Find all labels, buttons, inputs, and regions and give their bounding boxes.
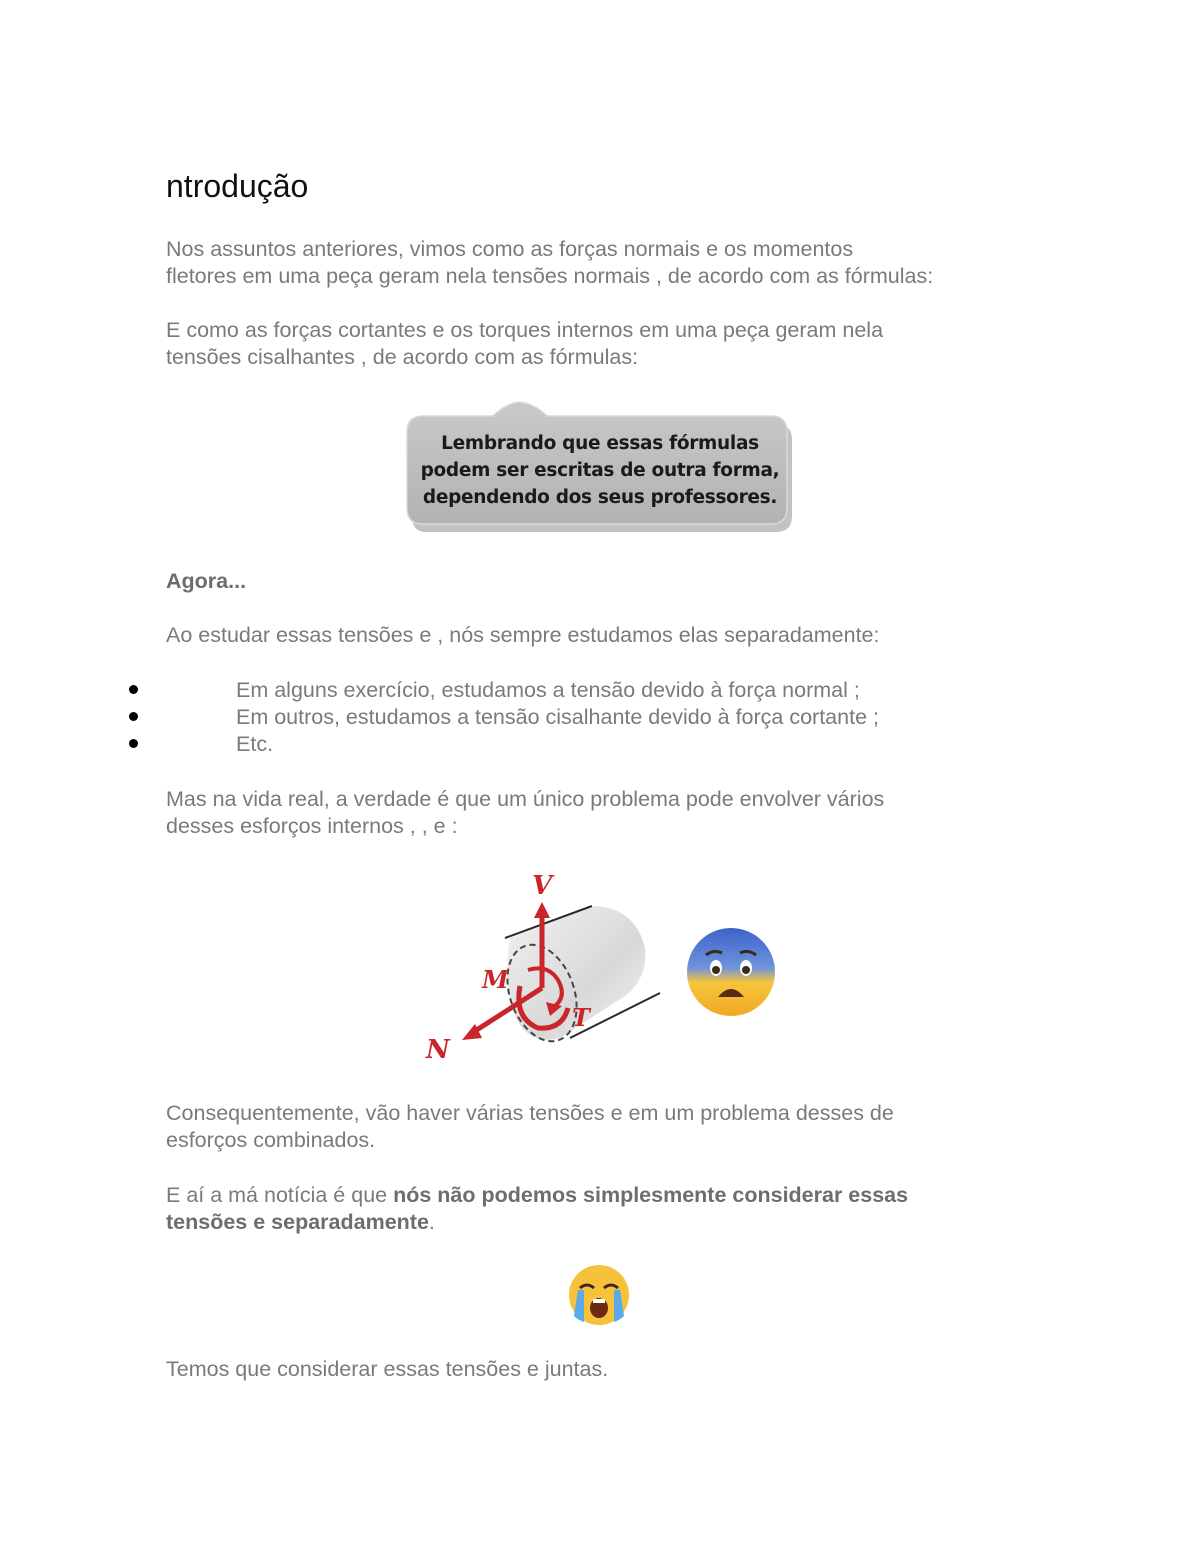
- list-item: Em alguns exercício, estudamos a tensão devido à força normal ;: [236, 678, 860, 702]
- bullet-dot-icon: [129, 712, 138, 721]
- paragraph-consequence: [166, 1100, 894, 1154]
- paragraph-line: E como as forças cortantes e os torques internos em uma peça geram nela: [166, 318, 884, 342]
- agora-heading: [166, 568, 246, 595]
- callout-bubble: [405, 400, 795, 536]
- page-title: ntrodução: [166, 168, 309, 204]
- label-m: M: [482, 965, 509, 994]
- anxious-face-emoji-icon: [684, 925, 778, 1019]
- callout-line: Lembrando que essas fórmulas: [441, 433, 759, 454]
- paragraph-line: desses esforços internos , , e :: [166, 814, 458, 838]
- list-item: Em outros, estudamos a tensão cisalhante devido à força cortante ;: [236, 705, 879, 729]
- bullet-dot-icon: [129, 685, 138, 694]
- callout-line: podem ser escritas de outra forma,: [420, 460, 780, 481]
- paragraph-line: tensões cisalhantes , de acordo com as fórmulas:: [166, 345, 639, 369]
- label-n: N: [426, 1035, 450, 1065]
- bullet-dot-icon: [129, 739, 138, 748]
- internal-forces-diagram: [420, 868, 670, 1068]
- label-v: V: [532, 871, 553, 901]
- v-arrowhead: [534, 902, 550, 918]
- loudly-crying-face-emoji-icon: [566, 1262, 632, 1328]
- paragraph-line: fletores em uma peça geram nela tensões normais , de acordo com as fórmulas:: [166, 264, 934, 288]
- paragraph-shear: [166, 317, 883, 371]
- paragraph-intro: [166, 236, 933, 290]
- bad-news-plain: E aí a má notícia é que: [166, 1183, 394, 1207]
- callout-line: dependendo dos seus professores.: [422, 487, 778, 508]
- paragraph-separate: Ao estudar essas tensões e , nós sempre estudamos elas separadamente:: [166, 623, 880, 647]
- paragraph-line: Consequentemente, vão haver várias tensões e em um problema desses de: [166, 1101, 894, 1125]
- bad-news-bold-2: tensões e separadamente: [166, 1210, 429, 1234]
- paragraph-line: [166, 1182, 908, 1209]
- paragraph-conclusion: Temos que considerar essas tensões e juntas.: [166, 1357, 609, 1381]
- paragraph-real-life: [166, 786, 884, 840]
- paragraph-line: Nos assuntos anteriores, vimos como as forças normais e os momentos: [166, 237, 854, 261]
- label-t: T: [572, 1003, 590, 1032]
- paragraph-line: Mas na vida real, a verdade é que um único problema pode envolver vários: [166, 787, 885, 811]
- agora-text: Agora...: [166, 569, 247, 593]
- callout-text: [405, 430, 795, 511]
- paragraph-line: [166, 1209, 908, 1236]
- bad-news-end: .: [428, 1210, 435, 1234]
- paragraph-bad-news: [166, 1182, 908, 1236]
- bad-news-bold-1: nós não podemos simplesmente considerar essas: [393, 1183, 909, 1207]
- list-item: Etc.: [236, 732, 274, 756]
- paragraph-line: esforços combinados.: [166, 1128, 376, 1152]
